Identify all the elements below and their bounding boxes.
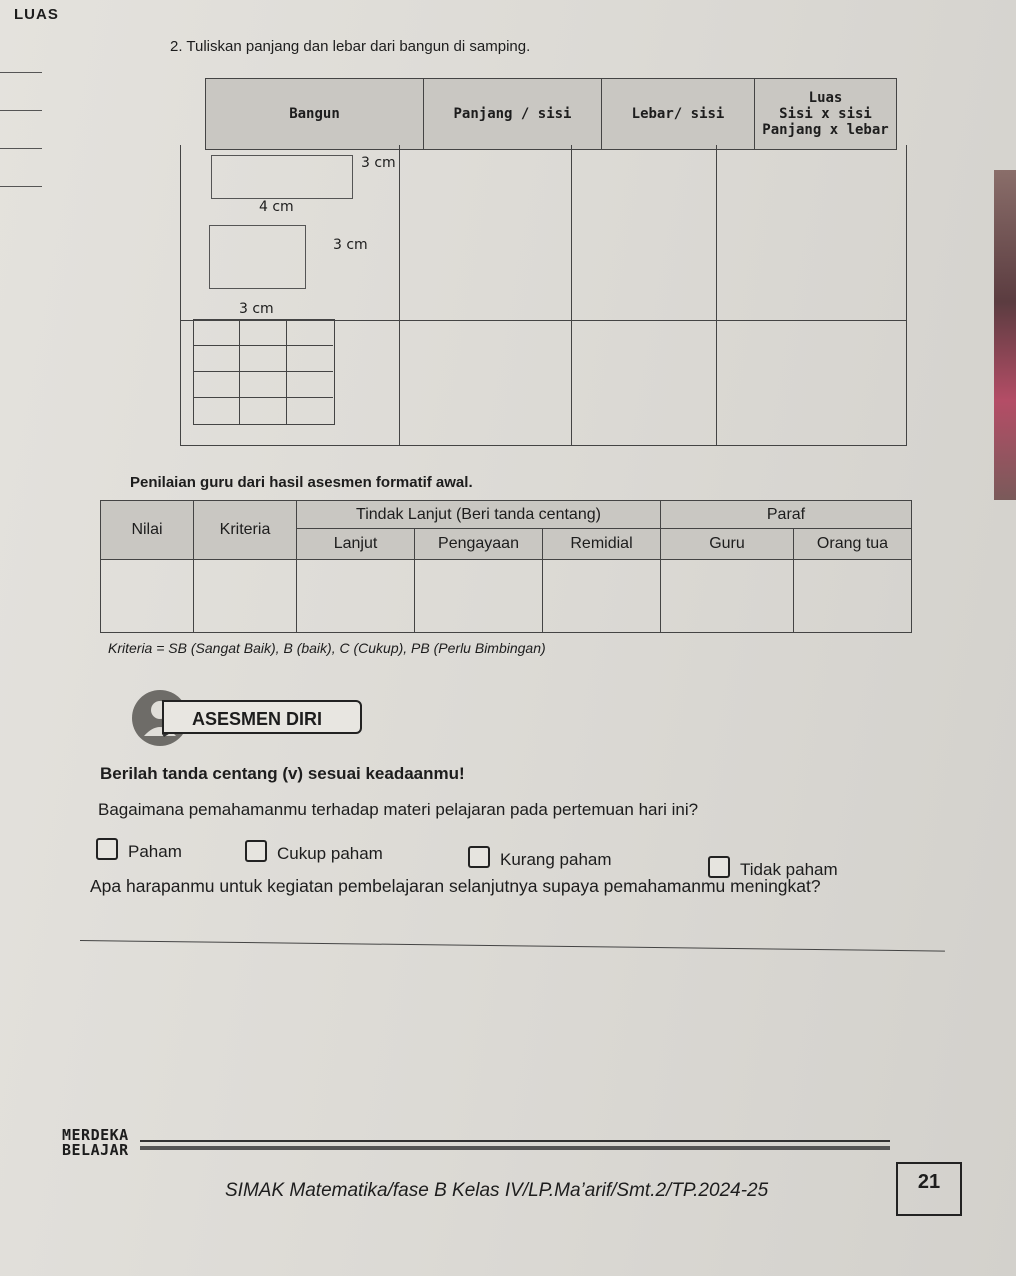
header-pengayaan: Pengayaan (415, 529, 543, 560)
header-luas-formula1: Sisi x sisi (779, 106, 872, 122)
instruction: Berilah tanda centang (v) sesuai keadaanmu! (100, 764, 465, 783)
checkbox-tidak-paham[interactable] (708, 856, 730, 878)
brand-line-1: MERDEKA (62, 1126, 129, 1144)
penilaian-title: Penilaian guru dari hasil asesmen formatif awal. (130, 474, 473, 491)
rectangle-shape (211, 155, 353, 199)
cell-orang-tua[interactable] (794, 560, 912, 633)
checkbox-paham[interactable] (96, 838, 118, 860)
header-remidial: Remidial (543, 529, 661, 560)
brand-line-2: BELAJAR (62, 1141, 129, 1159)
header-paraf: Paraf (661, 501, 912, 529)
option-cukup-paham-label: Cukup paham (277, 844, 383, 863)
asesmen-diri-title: ASESMEN DIRI (162, 700, 362, 734)
footer-divider-thick (140, 1146, 890, 1150)
option-paham[interactable] (96, 838, 182, 862)
header-guru: Guru (661, 529, 794, 560)
header-panjang: Panjang / sisi (424, 79, 602, 150)
kriteria-note: Kriteria = SB (Sangat Baik), B (baik), C (Cukup), PB (Perlu Bimbingan) (108, 640, 546, 656)
header-kriteria: Kriteria (194, 501, 297, 560)
assessment-table (100, 500, 912, 633)
header-luas-formula2: Panjang x lebar (762, 122, 889, 138)
question-2: 2. Tuliskan panjang dan lebar dari bangun di samping. (170, 38, 531, 55)
cell-guru[interactable] (661, 560, 794, 633)
footer-divider (140, 1140, 890, 1142)
option-kurang-paham[interactable] (468, 846, 612, 870)
checkbox-kurang-paham[interactable] (468, 846, 490, 868)
square-shape (209, 225, 306, 289)
option-tidak-paham-label: Tidak paham (740, 860, 838, 879)
shapes-table (205, 78, 897, 150)
footer-text: SIMAK Matematika/fase B Kelas IV/LP.Ma’arif/Smt.2/TP.2024-25 (225, 1180, 769, 1201)
option-cukup-paham[interactable] (245, 840, 383, 864)
page-number: 21 (896, 1162, 962, 1216)
rectangle-side-label: 3 cm (361, 155, 396, 171)
cell-lanjut[interactable] (297, 560, 415, 633)
header-tindak-lanjut: Tindak Lanjut (Beri tanda centang) (297, 501, 661, 529)
header-lebar: Lebar/ sisi (602, 79, 755, 150)
page-edge-decoration (994, 170, 1016, 500)
merdeka-belajar-logo (62, 1128, 129, 1158)
square-side-label: 3 cm (333, 237, 368, 253)
cell-kriteria[interactable] (194, 560, 297, 633)
square-bottom-label: 3 cm (239, 301, 274, 317)
rectangle-bottom-label: 4 cm (259, 199, 294, 215)
cell-remidial[interactable] (543, 560, 661, 633)
header-bangun: Bangun (206, 79, 424, 150)
header-luas (755, 79, 897, 150)
section-title: LUAS (14, 6, 59, 23)
grid-shape (193, 319, 333, 425)
header-lanjut: Lanjut (297, 529, 415, 560)
header-luas-title: Luas (808, 90, 843, 106)
question-understanding: Bagaimana pemahamanmu terhadap materi pelajaran pada pertemuan hari ini? (98, 800, 699, 819)
header-nilai: Nilai (101, 501, 194, 560)
cell-pengayaan[interactable] (415, 560, 543, 633)
header-orang-tua: Orang tua (794, 529, 912, 560)
cell-nilai[interactable] (101, 560, 194, 633)
margin-lines (0, 72, 42, 187)
option-kurang-paham-label: Kurang paham (500, 850, 612, 869)
shapes-table-body (180, 145, 907, 446)
question-expectation: Apa harapanmu untuk kegiatan pembelajaran selanjutnya supaya pemahamanmu meningkat? (90, 876, 821, 896)
checkbox-cukup-paham[interactable] (245, 840, 267, 862)
option-paham-label: Paham (128, 842, 182, 861)
